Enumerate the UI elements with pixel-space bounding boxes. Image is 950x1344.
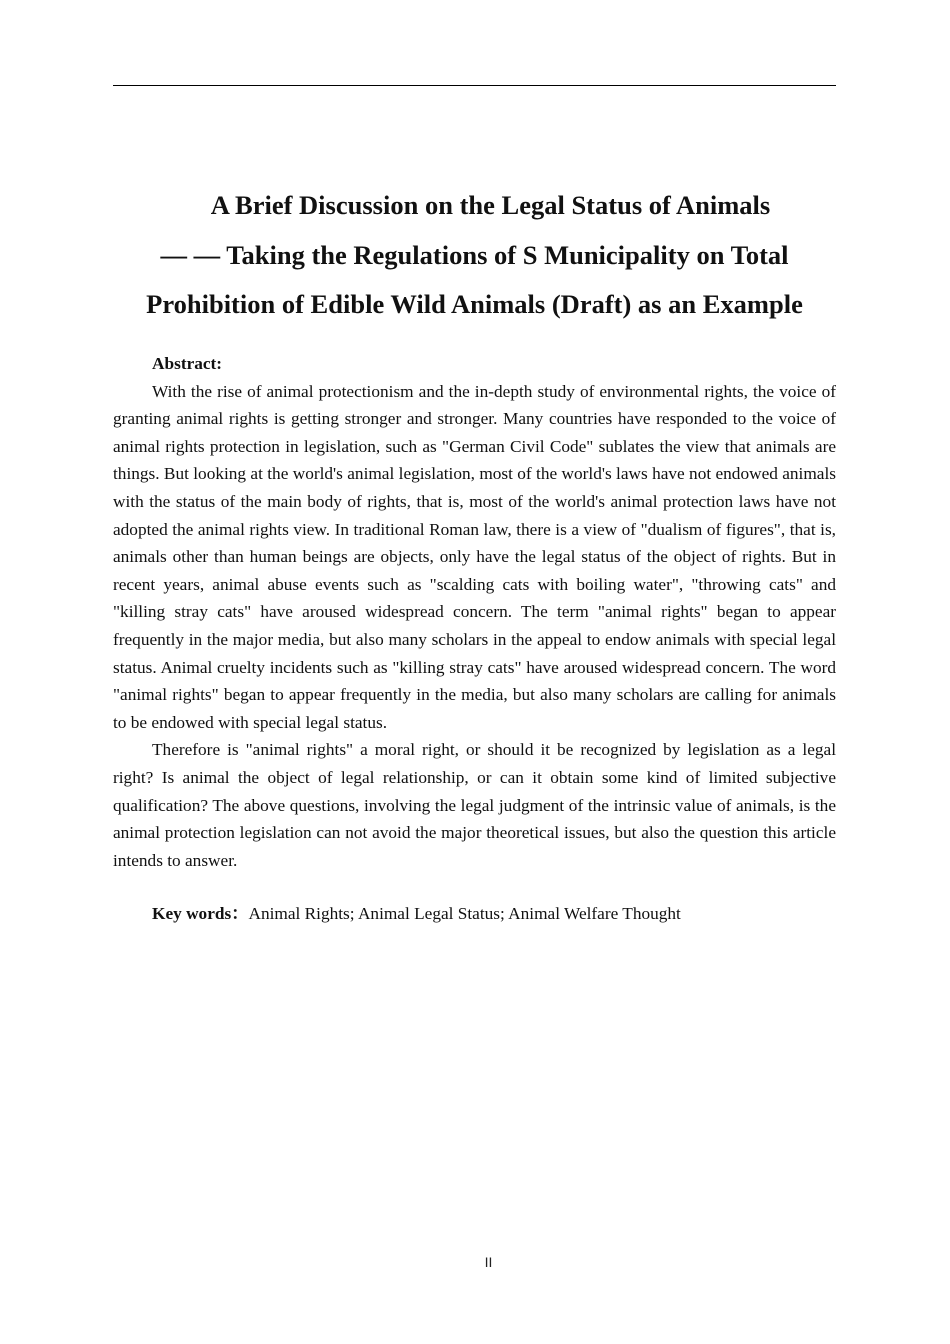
keywords-line — [113, 900, 836, 928]
abstract-paragraph-2: Therefore is "animal rights" a moral right, or should it be recognized by legislation as a legal right? Is animal the object of legal relationship, or can it obtain some kind of limited subjective qualification? The above questions, involving the legal judgment of the intrinsic value of animals, is the animal protection legislation can not avoid the major theoretical issues, but also the question this article intends to answer. — [113, 740, 836, 870]
title-line-1: A Brief Discussion on the Legal Status of Animals — [210, 190, 771, 220]
abstract-section — [113, 350, 836, 928]
title-line-2: — — Taking the Regulations of S Municipality on Total — [160, 239, 789, 270]
title-line-3: Prohibition of Edible Wild Animals (Draft) as an Example — [146, 289, 803, 319]
keywords-label: Key words： — [152, 904, 249, 924]
keywords-value: Animal Rights; Animal Legal Status; Animal Welfare Thought — [248, 904, 681, 924]
abstract-paragraph-1: With the rise of animal protectionism and the in-depth study of environmental rights, the voice of granting animal rights is getting stronger and stronger. Many countries have responded to the voice of animal rights protection in legislation, such as "German Civil Code" sublates the view that animals are things. But looking at the world's animal legislation, most of the world's laws have not endowed animals with the status of the main body of rights, that is, most of the world's animal protection laws have not adopted the animal rights view. In traditional Roman law, there is a view of "dualism of figures", that is, animals other than human beings are objects, only have the legal status of the object of rights. But in recent years, animal abuse events such as "scalding cats with boiling water", "throwing cats" and "killing stray cats" have aroused widespread concern. The term "animal rights" began to appear frequently in the major media, but also many scholars in the appeal to endow animals with special legal status. Animal cruelty incidents such as "killing stray cats" have aroused widespread concern. The word "animal rights" began to appear frequently in the media, but also many scholars are calling for animals to be endowed with special legal status. — [113, 381, 836, 732]
page-number: II — [484, 1254, 493, 1270]
header-rule — [113, 85, 836, 86]
document-title — [113, 181, 836, 330]
abstract-heading: Abstract: — [152, 354, 223, 373]
